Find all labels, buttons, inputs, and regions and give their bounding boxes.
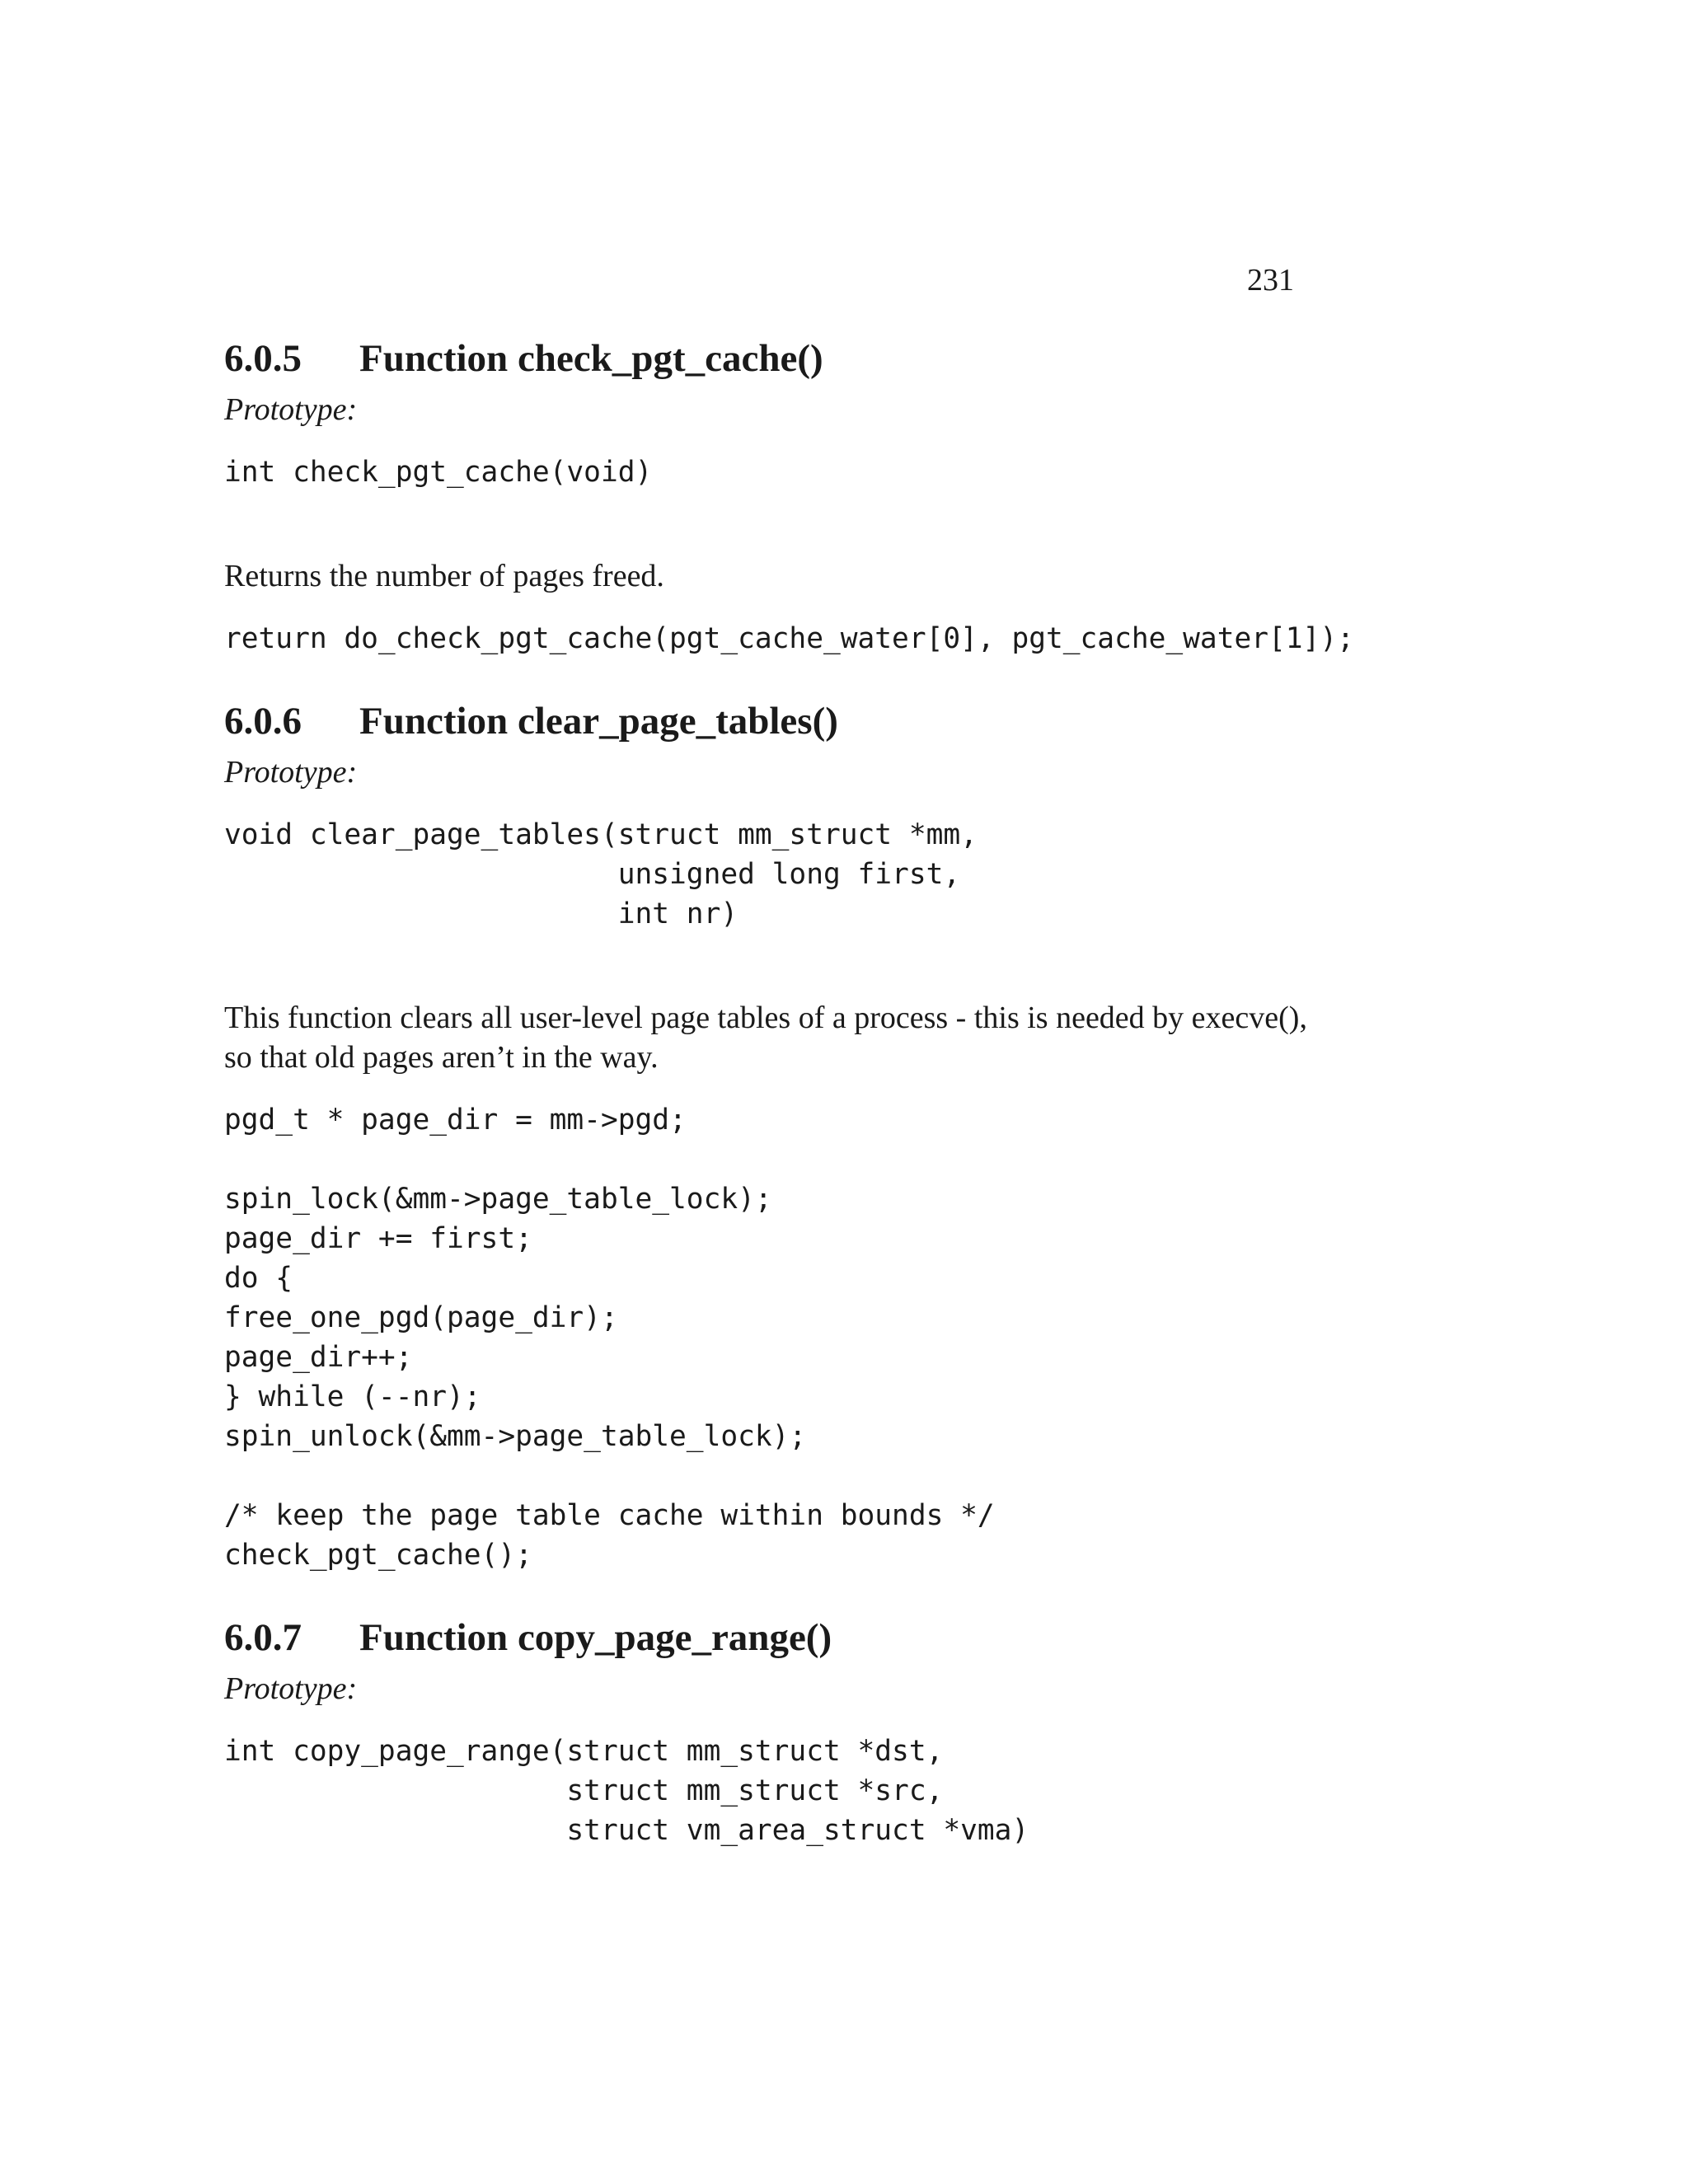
- page-number: 231: [1247, 263, 1294, 298]
- section-title: Function check_pgt_cache(): [359, 337, 823, 380]
- prototype-label: Prototype:: [224, 755, 358, 790]
- section-number: 6.0.5: [224, 337, 302, 380]
- section-clear-page-tables: [224, 696, 1378, 1575]
- section-heading: [224, 1613, 1378, 1662]
- function-body-code: return do_check_pgt_cache(pgt_cache_water[0], pgt_cache_water[1]);: [224, 622, 1354, 655]
- description-text: Returns the number of pages freed.: [224, 559, 664, 593]
- description-text: This function clears all user-level page tables of a process - this is needed by execve(), so that old pages aren’t in the way.: [224, 1001, 1307, 1075]
- section-title: Function clear_page_tables(): [359, 700, 838, 743]
- section-heading: [224, 696, 1378, 746]
- prototype-code: int check_pgt_cache(void): [224, 456, 653, 489]
- section-copy-page-range: [224, 1613, 1378, 1850]
- section-title: Function copy_page_range(): [359, 1616, 832, 1659]
- section-heading: [224, 334, 1378, 383]
- prototype-code: void clear_page_tables(struct mm_struct *mm, unsigned long first, int nr): [224, 818, 978, 930]
- prototype-label: Prototype:: [224, 1671, 358, 1706]
- prototype-label: Prototype:: [224, 392, 358, 427]
- function-body-code: pgd_t * page_dir = mm->pgd; spin_lock(&mm->page_table_lock); page_dir += first; do { free_one_pgd(page_dir); page_dir++; } while (--nr); spin_unlock(&mm->page_table_lock); /* keep the page table cache within bounds */ check_pgt_cache();: [224, 1104, 995, 1572]
- section-number: 6.0.7: [224, 1616, 302, 1659]
- section-number: 6.0.6: [224, 700, 302, 743]
- prototype-code: int copy_page_range(struct mm_struct *dst, struct mm_struct *src, struct vm_area_struct *vma): [224, 1735, 1029, 1847]
- page-content: [224, 334, 1378, 1886]
- section-check-pgt-cache: [224, 334, 1378, 658]
